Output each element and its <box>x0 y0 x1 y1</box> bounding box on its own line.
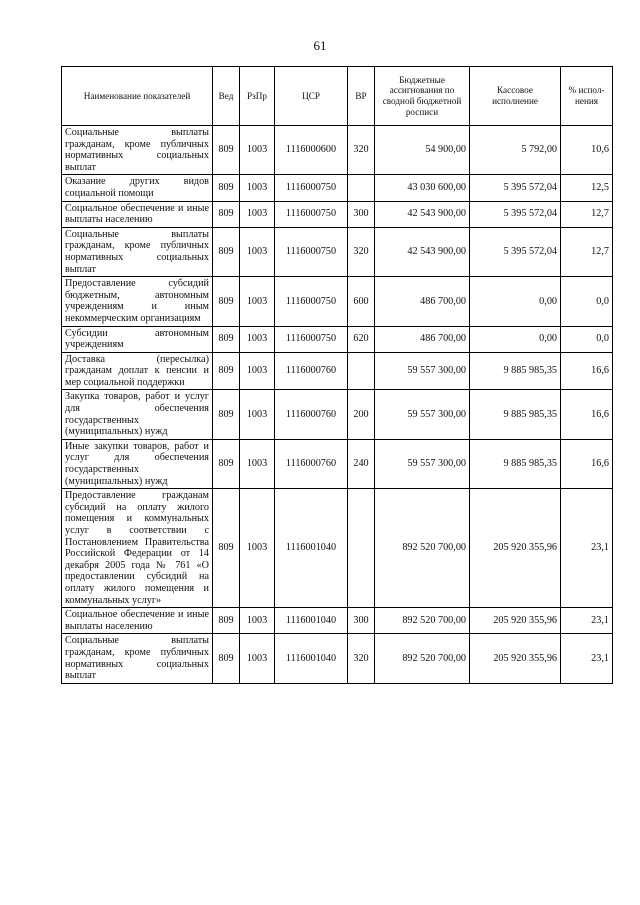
row-percent-cell: 23,1 <box>561 489 613 608</box>
table-row <box>62 326 613 352</box>
row-cash-cell: 0,00 <box>470 277 561 326</box>
row-cash-cell: 9 885 985,35 <box>470 390 561 439</box>
row-csr-cell: 1116000760 <box>275 352 348 390</box>
table-row <box>62 634 613 683</box>
row-vr-cell <box>348 175 375 201</box>
row-name-cell: Социальные выплаты гражданам, кроме публичных нормативных социальных выплат <box>62 126 213 175</box>
row-cash-cell: 0,00 <box>470 326 561 352</box>
row-ved-cell: 809 <box>213 489 240 608</box>
row-name-cell: Предоставление субсидий бюджетным, автономным учреждениям и иным некоммерческим организациям <box>62 277 213 326</box>
table-row <box>62 608 613 634</box>
row-ved-cell: 809 <box>213 175 240 201</box>
row-budget-cell: 54 900,00 <box>375 126 470 175</box>
row-name-cell: Социальные выплаты гражданам, кроме публичных нормативных социальных выплат <box>62 634 213 683</box>
row-rzpr-cell: 1003 <box>240 634 275 683</box>
row-csr-cell: 1116001040 <box>275 608 348 634</box>
header-cash: Кассовое исполнение <box>470 67 561 126</box>
row-budget-cell: 486 700,00 <box>375 277 470 326</box>
row-vr-cell: 240 <box>348 439 375 488</box>
table-row <box>62 126 613 175</box>
row-percent-cell: 12,5 <box>561 175 613 201</box>
row-vr-cell: 300 <box>348 608 375 634</box>
row-budget-cell: 892 520 700,00 <box>375 634 470 683</box>
row-csr-cell: 1116000750 <box>275 201 348 227</box>
row-cash-cell: 205 920 355,96 <box>470 634 561 683</box>
row-rzpr-cell: 1003 <box>240 439 275 488</box>
row-csr-cell: 1116000750 <box>275 227 348 276</box>
row-cash-cell: 5 395 572,04 <box>470 227 561 276</box>
row-csr-cell: 1116000750 <box>275 175 348 201</box>
row-name-cell: Закупка товаров, работ и услуг для обеспечения государственных (муниципальных) нужд <box>62 390 213 439</box>
row-rzpr-cell: 1003 <box>240 126 275 175</box>
row-budget-cell: 892 520 700,00 <box>375 489 470 608</box>
header-row <box>62 67 613 126</box>
row-csr-cell: 1116001040 <box>275 634 348 683</box>
table-row <box>62 227 613 276</box>
row-name-cell: Оказание других видов социальной помощи <box>62 175 213 201</box>
row-percent-cell: 10,6 <box>561 126 613 175</box>
row-vr-cell: 320 <box>348 126 375 175</box>
row-name-cell: Социальное обеспечение и иные выплаты населению <box>62 608 213 634</box>
row-name-cell: Доставка (пересылка) гражданам доплат к пенсии и мер социальной поддержки <box>62 352 213 390</box>
row-ved-cell: 809 <box>213 439 240 488</box>
header-percent: % испол-нения <box>561 67 613 126</box>
row-rzpr-cell: 1003 <box>240 489 275 608</box>
page-number: 61 <box>313 38 327 53</box>
row-csr-cell: 1116001040 <box>275 489 348 608</box>
row-ved-cell: 809 <box>213 608 240 634</box>
row-percent-cell: 0,0 <box>561 326 613 352</box>
row-rzpr-cell: 1003 <box>240 326 275 352</box>
row-name-cell: Предоставление гражданам субсидий на оплату жилого помещения и коммунальных услуг в соответствии с Постановлением Правительства Российской Федерации от 14 декабря 2005 года № 761 «О предоставлении субсидий на оплату жилого помещения и коммунальных услуг» <box>62 489 213 608</box>
row-budget-cell: 59 557 300,00 <box>375 352 470 390</box>
row-budget-cell: 59 557 300,00 <box>375 390 470 439</box>
row-ved-cell: 809 <box>213 126 240 175</box>
row-budget-cell: 59 557 300,00 <box>375 439 470 488</box>
row-budget-cell: 42 543 900,00 <box>375 227 470 276</box>
row-vr-cell: 620 <box>348 326 375 352</box>
row-rzpr-cell: 1003 <box>240 175 275 201</box>
row-percent-cell: 16,6 <box>561 390 613 439</box>
table-row <box>62 201 613 227</box>
row-ved-cell: 809 <box>213 277 240 326</box>
row-rzpr-cell: 1003 <box>240 227 275 276</box>
row-percent-cell: 12,7 <box>561 201 613 227</box>
budget-table <box>61 66 613 684</box>
row-ved-cell: 809 <box>213 352 240 390</box>
row-vr-cell: 200 <box>348 390 375 439</box>
row-percent-cell: 12,7 <box>561 227 613 276</box>
row-csr-cell: 1116000760 <box>275 439 348 488</box>
row-name-cell: Субсидии автономным учреждениям <box>62 326 213 352</box>
row-budget-cell: 43 030 600,00 <box>375 175 470 201</box>
row-cash-cell: 5 395 572,04 <box>470 201 561 227</box>
table-row <box>62 352 613 390</box>
row-ved-cell: 809 <box>213 326 240 352</box>
row-ved-cell: 809 <box>213 390 240 439</box>
row-percent-cell: 16,6 <box>561 352 613 390</box>
row-name-cell: Иные закупки товаров, работ и услуг для обеспечения государственных (муниципальных) нужд <box>62 439 213 488</box>
row-rzpr-cell: 1003 <box>240 201 275 227</box>
row-vr-cell: 320 <box>348 634 375 683</box>
row-ved-cell: 809 <box>213 227 240 276</box>
row-vr-cell: 600 <box>348 277 375 326</box>
row-percent-cell: 23,1 <box>561 634 613 683</box>
table-row <box>62 277 613 326</box>
row-vr-cell <box>348 489 375 608</box>
row-cash-cell: 205 920 355,96 <box>470 489 561 608</box>
header-rzpr: РзПр <box>240 67 275 126</box>
row-vr-cell: 320 <box>348 227 375 276</box>
table-row <box>62 175 613 201</box>
header-name: Наименование показателей <box>62 67 213 126</box>
row-cash-cell: 205 920 355,96 <box>470 608 561 634</box>
row-csr-cell: 1116000750 <box>275 277 348 326</box>
row-vr-cell <box>348 352 375 390</box>
row-cash-cell: 5 395 572,04 <box>470 175 561 201</box>
row-budget-cell: 486 700,00 <box>375 326 470 352</box>
row-csr-cell: 1116000600 <box>275 126 348 175</box>
row-name-cell: Социальное обеспечение и иные выплаты населению <box>62 201 213 227</box>
row-rzpr-cell: 1003 <box>240 608 275 634</box>
row-csr-cell: 1116000760 <box>275 390 348 439</box>
row-csr-cell: 1116000750 <box>275 326 348 352</box>
table-row <box>62 439 613 488</box>
header-vr: ВР <box>348 67 375 126</box>
row-rzpr-cell: 1003 <box>240 390 275 439</box>
row-percent-cell: 16,6 <box>561 439 613 488</box>
row-rzpr-cell: 1003 <box>240 277 275 326</box>
header-budget: Бюджетные ассигнования по сводной бюджетной росписи <box>375 67 470 126</box>
row-percent-cell: 0,0 <box>561 277 613 326</box>
table-row <box>62 390 613 439</box>
row-vr-cell: 300 <box>348 201 375 227</box>
header-csr: ЦСР <box>275 67 348 126</box>
row-budget-cell: 42 543 900,00 <box>375 201 470 227</box>
row-rzpr-cell: 1003 <box>240 352 275 390</box>
header-ved: Вед <box>213 67 240 126</box>
row-ved-cell: 809 <box>213 201 240 227</box>
table-row <box>62 489 613 608</box>
row-cash-cell: 9 885 985,35 <box>470 439 561 488</box>
row-percent-cell: 23,1 <box>561 608 613 634</box>
row-name-cell: Социальные выплаты гражданам, кроме публичных нормативных социальных выплат <box>62 227 213 276</box>
row-ved-cell: 809 <box>213 634 240 683</box>
row-cash-cell: 9 885 985,35 <box>470 352 561 390</box>
row-budget-cell: 892 520 700,00 <box>375 608 470 634</box>
row-cash-cell: 5 792,00 <box>470 126 561 175</box>
